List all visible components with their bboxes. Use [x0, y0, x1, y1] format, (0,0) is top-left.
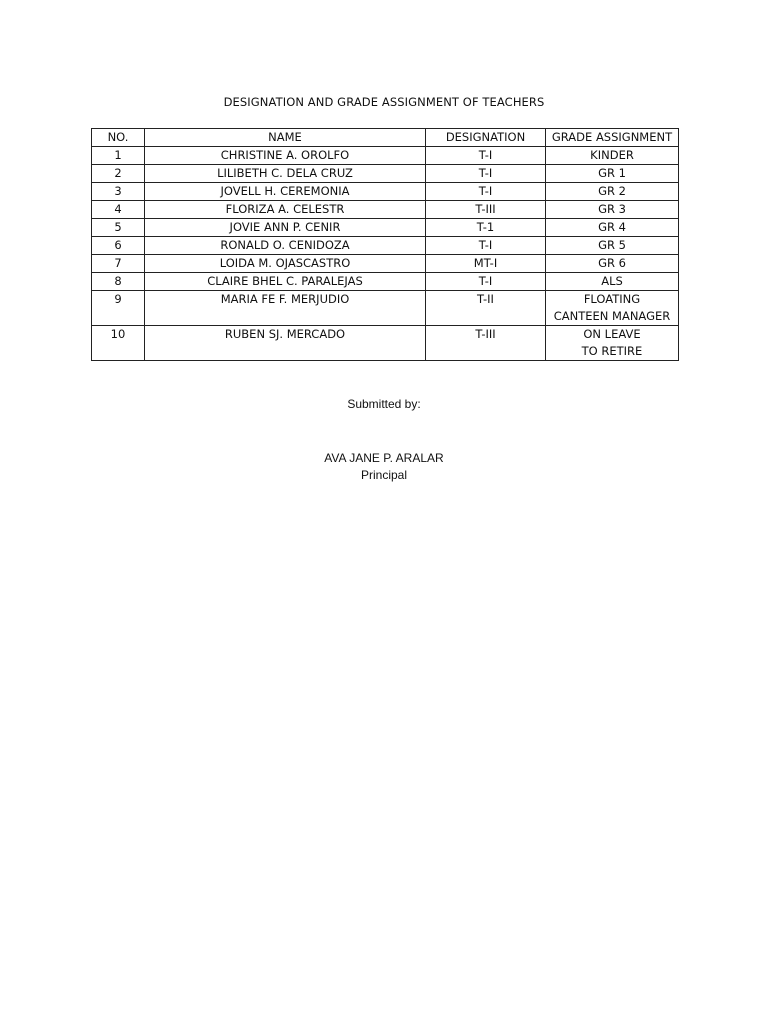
cell-no: 1: [92, 147, 145, 165]
cell-designation: T-III: [426, 201, 546, 219]
table-row: [92, 147, 679, 165]
grade-assignment-line: GR 3: [598, 202, 626, 216]
header-designation: DESIGNATION: [426, 129, 546, 147]
cell-grade-assignment: [546, 219, 679, 237]
cell-name: RONALD O. CENIDOZA: [145, 237, 426, 255]
cell-designation: T-I: [426, 237, 546, 255]
cell-no: 10: [92, 326, 145, 361]
cell-grade-assignment: [546, 237, 679, 255]
grade-assignment-line: FLOATING: [583, 292, 641, 306]
cell-grade-assignment: [546, 291, 679, 326]
cell-no: 9: [92, 291, 145, 326]
cell-no: 5: [92, 219, 145, 237]
cell-designation: T-II: [426, 291, 546, 326]
table-row: [92, 326, 679, 361]
submitted-by-label: Submitted by:: [347, 397, 421, 411]
teacher-assignment-table: [91, 128, 679, 361]
cell-name: LOIDA M. OJASCASTRO: [145, 255, 426, 273]
grade-assignment-line: KINDER: [590, 148, 634, 162]
table-row: [92, 291, 679, 326]
grade-assignment-line: TO RETIRE: [581, 344, 643, 358]
cell-no: 4: [92, 201, 145, 219]
cell-designation: T-I: [426, 147, 546, 165]
grade-assignment-line: GR 5: [598, 238, 626, 252]
table-row: [92, 201, 679, 219]
table-row: [92, 237, 679, 255]
cell-no: 6: [92, 237, 145, 255]
table-row: [92, 165, 679, 183]
cell-no: 3: [92, 183, 145, 201]
cell-no: 7: [92, 255, 145, 273]
cell-designation: T-I: [426, 165, 546, 183]
table-row: [92, 255, 679, 273]
grade-assignment-line: GR 2: [598, 184, 626, 198]
table-row: [92, 183, 679, 201]
cell-designation: T-III: [426, 326, 546, 361]
cell-name: CLAIRE BHEL C. PARALEJAS: [145, 273, 426, 291]
cell-grade-assignment: [546, 201, 679, 219]
grade-assignment-line: GR 4: [598, 220, 626, 234]
grade-assignment-line: GR 1: [598, 166, 626, 180]
cell-grade-assignment: [546, 147, 679, 165]
grade-assignment-line: ON LEAVE: [583, 327, 641, 341]
cell-no: 2: [92, 165, 145, 183]
cell-grade-assignment: [546, 183, 679, 201]
cell-designation: T-1: [426, 219, 546, 237]
table-header-row: [92, 129, 679, 147]
signatory-block: [0, 450, 768, 484]
cell-grade-assignment: [546, 273, 679, 291]
table-row: [92, 219, 679, 237]
cell-name: RUBEN SJ. MERCADO: [145, 326, 426, 361]
cell-designation: MT-I: [426, 255, 546, 273]
table-body: [92, 147, 679, 361]
cell-grade-assignment: [546, 326, 679, 361]
cell-designation: T-I: [426, 183, 546, 201]
signatory-title: Principal: [360, 468, 408, 482]
cell-designation: T-I: [426, 273, 546, 291]
document-title: DESIGNATION AND GRADE ASSIGNMENT OF TEACHERS: [223, 95, 545, 109]
grade-assignment-line: GR 6: [598, 256, 626, 270]
cell-name: JOVELL H. CEREMONIA: [145, 183, 426, 201]
grade-assignment-line: ALS: [601, 274, 623, 288]
header-grade-assignment: GRADE ASSIGNMENT: [546, 129, 679, 147]
table-row: [92, 273, 679, 291]
cell-name: MARIA FE F. MERJUDIO: [145, 291, 426, 326]
cell-name: JOVIE ANN P. CENIR: [145, 219, 426, 237]
cell-name: CHRISTINE A. OROLFO: [145, 147, 426, 165]
cell-name: LILIBETH C. DELA CRUZ: [145, 165, 426, 183]
cell-grade-assignment: [546, 255, 679, 273]
header-no: NO.: [92, 129, 145, 147]
cell-grade-assignment: [546, 165, 679, 183]
header-name: NAME: [145, 129, 426, 147]
signatory-name: AVA JANE P. ARALAR: [324, 451, 444, 465]
grade-assignment-line: CANTEEN MANAGER: [553, 309, 671, 323]
cell-name: FLORIZA A. CELESTR: [145, 201, 426, 219]
cell-no: 8: [92, 273, 145, 291]
